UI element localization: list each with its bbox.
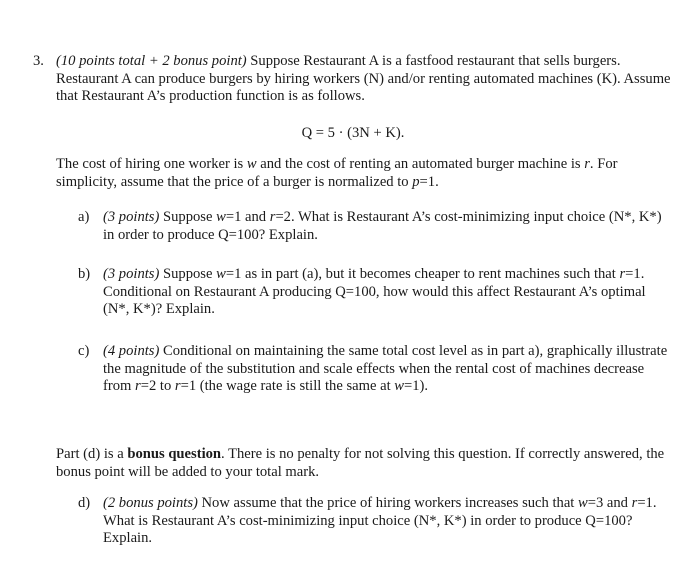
production-function: Q = 5 · (3N + K). (301, 125, 405, 141)
part-d-text (103, 495, 671, 548)
cost-text: =1. (419, 173, 439, 190)
cost-paragraph (56, 156, 676, 191)
part-b-points: (3 points) (103, 266, 160, 282)
part-text: =1. Conditional on Restaurant A producing Q=100, how would this affect Restaurant A’s optimal (N*, K*)? Explain. (103, 266, 646, 317)
part-c-text (103, 343, 671, 396)
points-heading: (10 points total + 2 bonus point) (56, 53, 247, 69)
part-b-text (103, 266, 671, 319)
w-symbol: w (246, 156, 257, 172)
part-c-points: (4 points) (103, 343, 160, 359)
p-symbol: p (412, 173, 420, 190)
r-symbol: r (174, 378, 181, 394)
r-symbol: r (631, 495, 638, 511)
bonus-question-bold: bonus question (127, 446, 222, 462)
cost-text: . For simplicity, assume that the price of a burger is normalized to (56, 156, 618, 190)
part-text: =1 as in part (a), but it becomes cheaper to rent machines such that (225, 266, 620, 282)
part-text: =2 to (140, 378, 175, 394)
w-symbol: w (216, 266, 226, 282)
question-number: 3. (33, 53, 44, 69)
part-text: =2. What is Restaurant A’s cost-minimizing input choice (N*, K*) in order to produce Q=100? Explain. (103, 209, 662, 243)
part-b-label: b) (78, 266, 91, 282)
cost-text: and the cost of renting an automated burger machine is (256, 156, 585, 172)
part-c-label: c) (78, 343, 90, 359)
r-symbol: r (619, 266, 626, 282)
part-a-points: (3 points) (103, 209, 160, 225)
part-text: Suppose (159, 266, 217, 282)
part-text: Conditional on maintaining the same total cost level as in part a), graphically illustrate the magnitude of the substitution and scale effects when the rental cost of machines decrease from (103, 343, 668, 394)
intro-text: Suppose Restaurant A is a fastfood restaurant that sells burgers. Restaurant A can produce burgers by hiring workers (N) and/or renting automated machines (K). Assume that Restaurant A’s production function is as follows. (56, 53, 671, 104)
part-text: Suppose (159, 209, 217, 225)
bonus-text: . There is no penalty for not solving this question. If correctly answered, the bonus point will be added to your total mark. (56, 446, 665, 480)
part-text: =1). (404, 378, 429, 394)
part-text: =1 (the wage rate is still the same at (180, 378, 395, 394)
w-symbol: w (578, 495, 588, 511)
w-symbol: w (394, 378, 405, 394)
bonus-note (56, 446, 676, 481)
cost-text: The cost of hiring one worker is (56, 156, 247, 172)
part-text: =3 and (587, 495, 632, 511)
part-a-label: a) (78, 209, 90, 225)
part-text: =1 and (225, 209, 270, 225)
r-symbol: r (135, 378, 141, 394)
question-intro (56, 53, 676, 106)
part-d-points: (2 bonus points) (103, 495, 198, 511)
r-symbol: r (584, 156, 590, 172)
w-symbol: w (216, 209, 226, 225)
part-text: Now assume that the price of hiring workers increases such that (197, 495, 578, 511)
part-text: =1. What is Restaurant A’s cost-minimizing input choice (N*, K*) in order to produce Q=100? Explain. (103, 495, 657, 546)
part-d-label: d) (78, 495, 91, 511)
bonus-text: Part (d) is a (56, 446, 128, 462)
r-symbol: r (269, 209, 276, 225)
part-a-text (103, 209, 671, 244)
